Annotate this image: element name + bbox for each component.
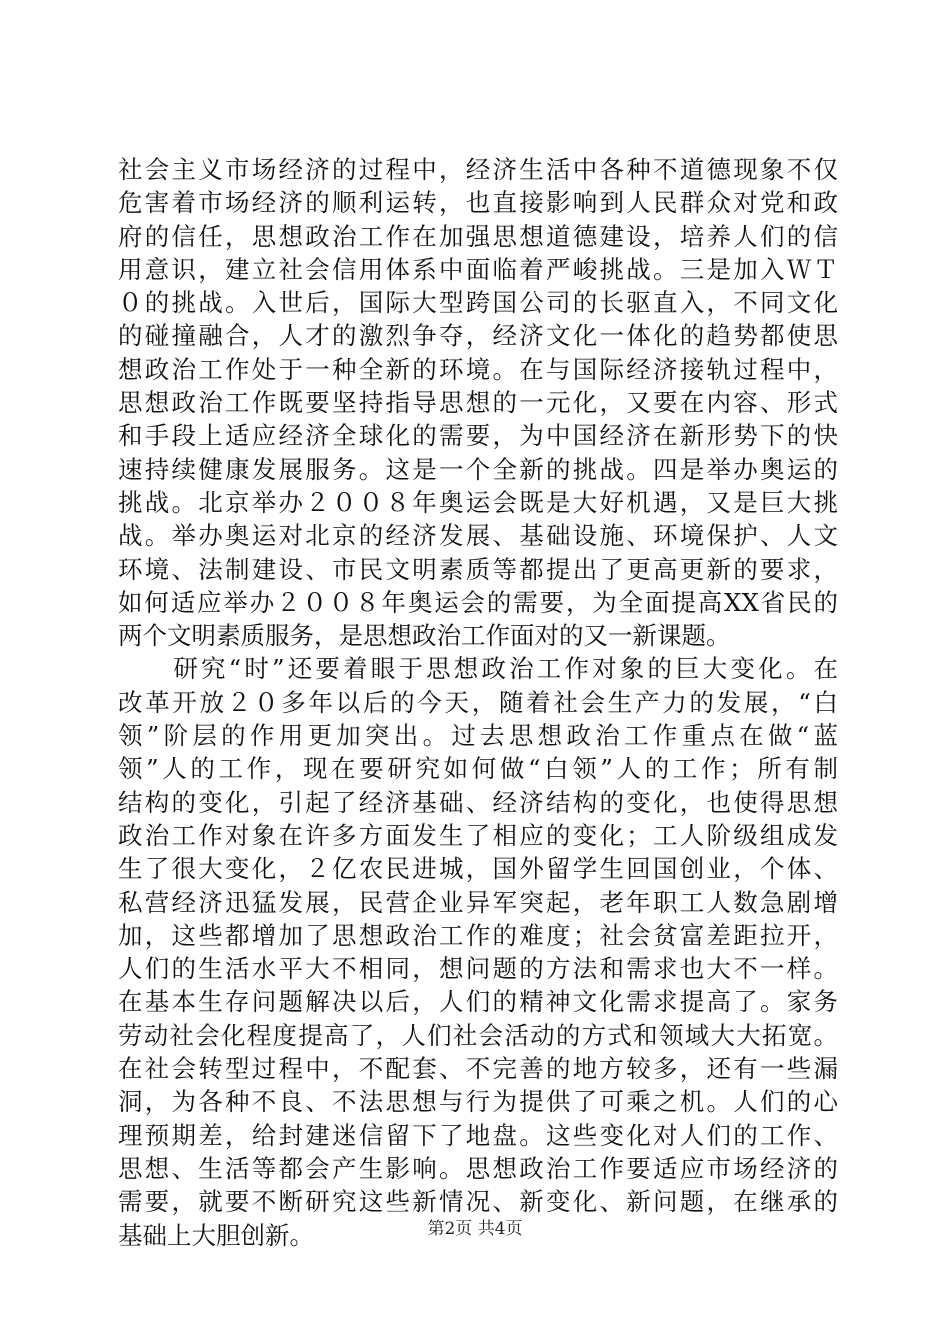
text-line: 在基本生存问题解决以后，人们的精神文化需求提高了。家务 bbox=[118, 987, 838, 1017]
text-line: 结构的变化，引起了经济基础、经济结构的变化，也使得思想 bbox=[118, 787, 838, 817]
text-line: 如何适应举办２００８年奥运会的需要，为全面提高XX省民的 bbox=[118, 587, 838, 617]
text-line: 挑战。北京举办２００８年奥运会既是大好机遇，又是巨大挑 bbox=[118, 487, 838, 517]
text-line: 思想、生活等都会产生影响。思想政治工作要适应市场经济的 bbox=[118, 1153, 838, 1183]
text-line: 改革开放２０多年以后的今天，随着社会生产力的发展，“白 bbox=[118, 687, 838, 717]
text-line: 两个文明素质服务，是思想政治工作面对的又一新课题。 bbox=[118, 621, 731, 651]
text-line: 领”阶层的作用更加突出。过去思想政治工作重点在做“蓝 bbox=[118, 721, 838, 751]
text-line: 加，这些都增加了思想政治工作的难度；社会贫富差距拉开， bbox=[118, 920, 838, 950]
text-line: 私营经济迅猛发展，民营企业异军突起，老年职工人数急剧增 bbox=[118, 887, 838, 917]
text-line: 危害着市场经济的顺利运转，也直接影响到人民群众对党和政 bbox=[118, 188, 838, 218]
text-line: 劳动社会化程度提高了，人们社会活动的方式和领域大大拓宽。 bbox=[118, 1020, 838, 1050]
text-line: 生了很大变化，２亿农民进城，国外留学生回国创业，个体、 bbox=[118, 854, 838, 884]
text-line: 用意识，建立社会信用体系中面临着严峻挑战。三是加入ＷＴ bbox=[118, 254, 838, 284]
text-line: 环境、法制建设、市民文明素质等都提出了更高更新的要求， bbox=[118, 554, 838, 584]
text-line: 洞，为各种不良、不法思想与行为提供了可乘之机。人们的心 bbox=[118, 1087, 838, 1117]
text-line: ０的挑战。入世后，国际大型跨国公司的长驱直入，不同文化 bbox=[118, 288, 838, 318]
body-text bbox=[118, 153, 838, 1252]
text-line: 基础上大胆创新。 bbox=[118, 1220, 314, 1250]
text-line: 社会主义市场经济的过程中，经济生活中各种不道德现象不仅 bbox=[118, 155, 838, 184]
text-line: 府的信任，思想政治工作在加强思想道德建设，培养人们的信 bbox=[118, 221, 838, 251]
text-line: 想政治工作处于一种全新的环境。在与国际经济接轨过程中， bbox=[118, 354, 838, 384]
text-line: 在社会转型过程中，不配套、不完善的地方较多，还有一些漏 bbox=[118, 1054, 838, 1084]
text-line: 理预期差，给封建迷信留下了地盘。这些变化对人们的工作、 bbox=[118, 1120, 838, 1150]
text-line: 领”人的工作，现在要研究如何做“白领”人的工作；所有制 bbox=[118, 754, 838, 784]
page-indicator: 第2页 共4页 bbox=[427, 1219, 523, 1239]
text-line: 需要，就要不断研究这些新情况、新变化、新问题，在继承的 bbox=[118, 1187, 838, 1217]
text-line: 思想政治工作既要坚持指导思想的一元化，又要在内容、形式 bbox=[118, 388, 838, 418]
text-line: 研究“时”还要着眼于思想政治工作对象的巨大变化。在 bbox=[118, 654, 838, 684]
text-line: 和手段上适应经济全球化的需要，为中国经济在新形势下的快 bbox=[118, 421, 838, 451]
text-line: 的碰撞融合，人才的激烈争夺，经济文化一体化的趋势都使思 bbox=[118, 321, 838, 351]
text-line: 人们的生活水平大不相同，想问题的方法和需求也大不一样。 bbox=[118, 954, 838, 984]
text-line: 速持续健康发展服务。这是一个全新的挑战。四是举办奥运的 bbox=[118, 454, 838, 484]
text-line: 战。举办奥运对北京的经济发展、基础设施、环境保护、人文 bbox=[118, 521, 838, 551]
text-line: 政治工作对象在许多方面发生了相应的变化；工人阶级组成发 bbox=[118, 820, 838, 850]
